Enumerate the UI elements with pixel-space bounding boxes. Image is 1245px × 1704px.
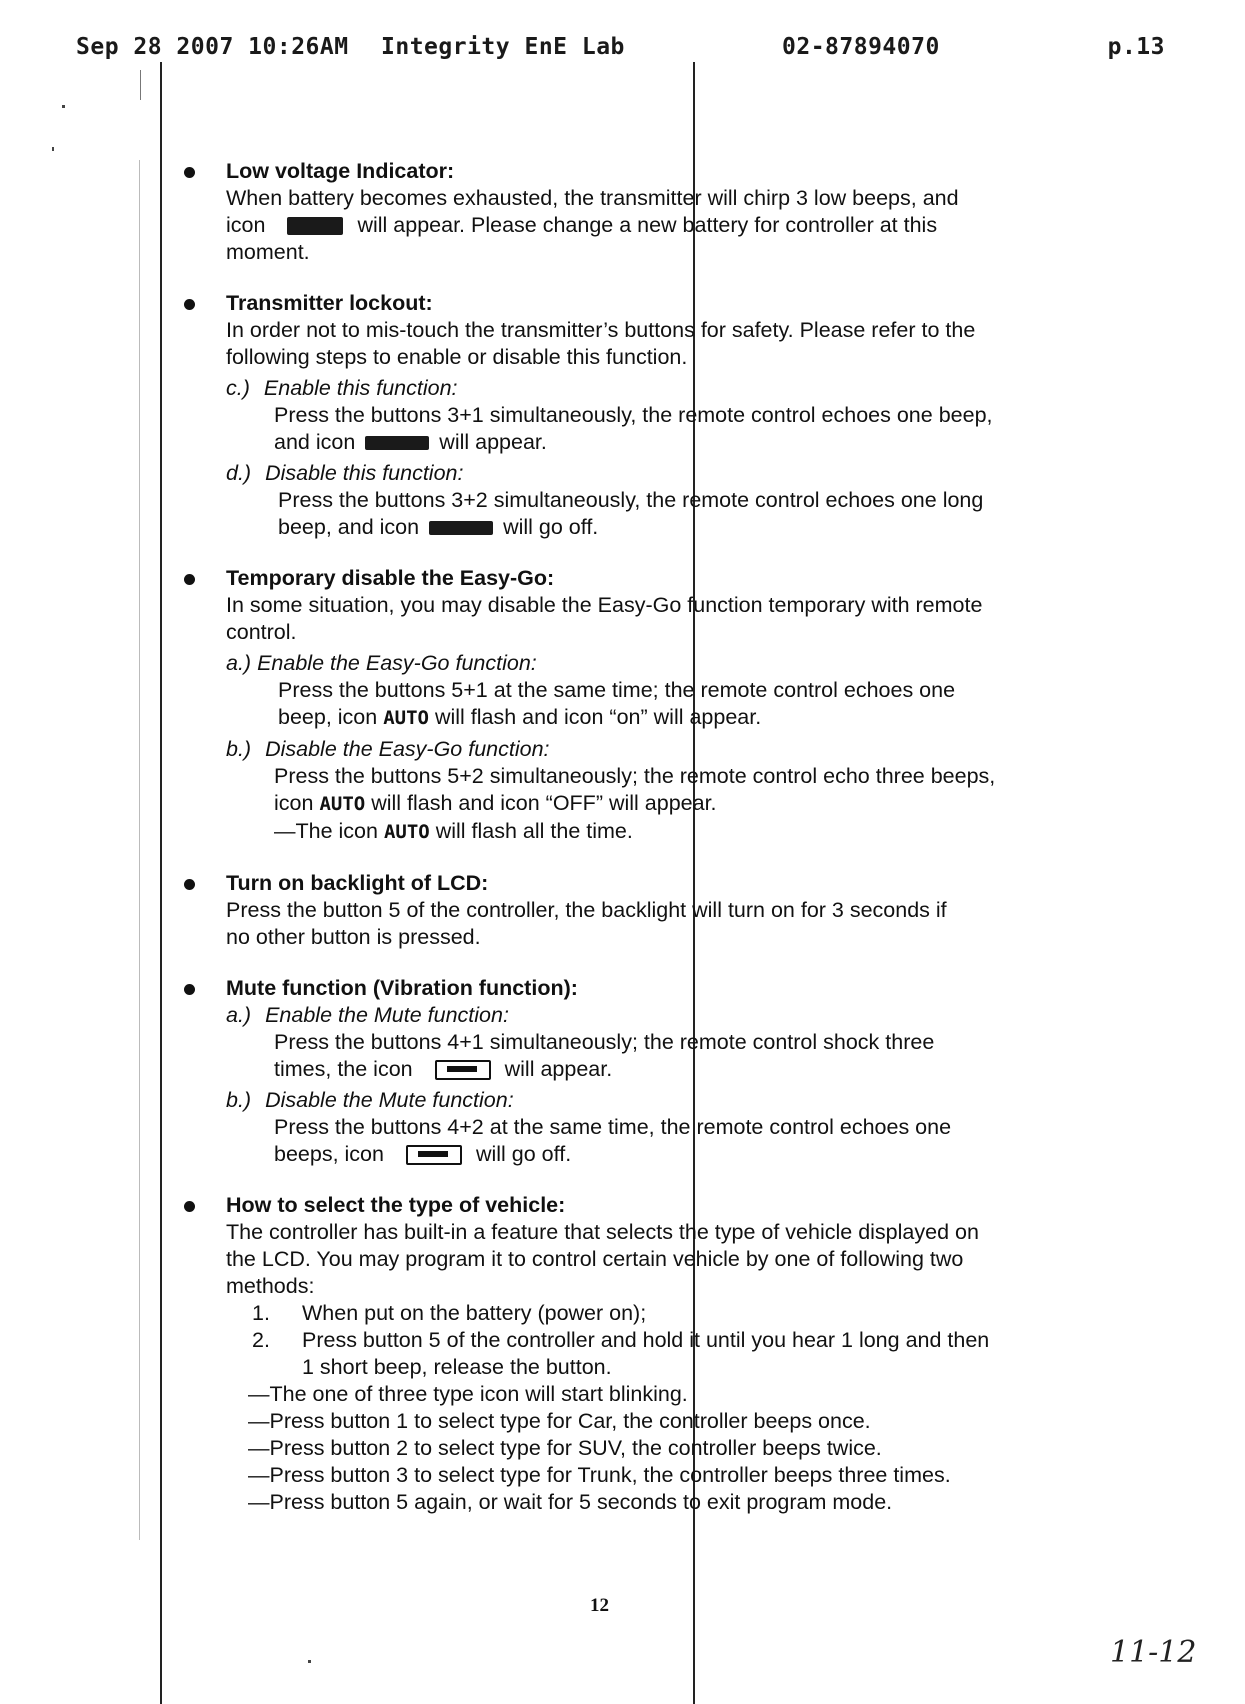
list-item — [226, 1300, 1140, 1327]
paragraph-line: The controller has built-in a feature that selects the type of vehicle displayed on — [226, 1220, 979, 1244]
text-fragment: will flash all the time. — [435, 819, 633, 843]
text-fragment: will flash and icon “OFF” will appear. — [371, 791, 717, 815]
section-heading: Temporary disable the Easy-Go: — [226, 566, 555, 590]
battery-low-icon — [287, 217, 343, 235]
mute-icon — [435, 1060, 491, 1080]
sub-line — [226, 1056, 1140, 1083]
dash-line: —The one of three type icon will start blinking. — [248, 1382, 688, 1406]
fax-page: p.13 — [1107, 34, 1165, 60]
text-fragment: icon — [226, 213, 266, 237]
section-mute — [180, 975, 1140, 1168]
section-low-voltage — [180, 158, 1140, 266]
sub-line — [226, 1141, 1140, 1168]
section-heading: Transmitter lockout: — [226, 291, 433, 315]
lock-icon — [429, 521, 493, 535]
subsection-enable-mute — [226, 1002, 1140, 1083]
section-heading: Mute function (Vibration function): — [226, 976, 578, 1000]
left-edge-dash-2 — [139, 160, 140, 1540]
text-fragment: —The icon — [274, 819, 378, 843]
paragraph-line: moment. — [226, 240, 310, 264]
paragraph-line: Press the button 5 of the controller, the backlight will turn on for 3 seconds if — [226, 898, 947, 922]
scan-speck — [62, 105, 65, 108]
sub-line — [226, 514, 1140, 541]
sub-title: Disable the Mute function: — [265, 1088, 514, 1112]
sub-heading — [226, 650, 1140, 677]
fax-header — [76, 34, 1165, 62]
bullet-icon — [184, 1201, 195, 1212]
text-fragment: will appear. — [439, 430, 547, 454]
sub-label: a.) — [226, 1003, 252, 1027]
subsection-disable-lockout — [226, 460, 1140, 541]
list-number: 1. — [252, 1301, 270, 1325]
paragraph-line: control. — [226, 620, 297, 644]
text-fragment: icon — [274, 791, 314, 815]
bullet-icon — [184, 984, 195, 995]
section-heading: Turn on backlight of LCD: — [226, 871, 489, 895]
text-fragment: will appear. Please change a new battery for controller at this — [357, 213, 938, 237]
subsection-enable-lockout — [226, 375, 1140, 456]
sub-label: a.) — [226, 651, 252, 675]
dash-line: —Press button 1 to select type for Car, the controller beeps once. — [248, 1409, 871, 1433]
page-number: 12 — [590, 1595, 609, 1616]
sub-label: b.) — [226, 737, 252, 761]
sub-title: Disable the Easy-Go function: — [265, 737, 550, 761]
handwritten-note: 11-12 — [1110, 1635, 1197, 1670]
paragraph-line — [226, 212, 1140, 239]
sub-title: Disable this function: — [265, 461, 464, 485]
subsection-disable-easy-go — [226, 736, 1140, 846]
left-edge-dash — [140, 70, 141, 100]
section-heading: Low voltage Indicator: — [226, 159, 455, 183]
text-fragment: will flash and icon “on” will appear. — [434, 705, 762, 729]
paragraph-line: the LCD. You may program it to control certain vehicle by one of following two — [226, 1247, 964, 1271]
paragraph-line: no other button is pressed. — [226, 925, 481, 949]
bullet-icon — [184, 167, 195, 178]
text-fragment: times, the icon — [274, 1057, 413, 1081]
sub-line — [226, 429, 1140, 456]
sub-title: Enable the Easy-Go function: — [257, 651, 537, 675]
text-fragment: will go off. — [475, 1142, 572, 1166]
section-vehicle-type — [180, 1192, 1140, 1516]
fax-date-time: Sep 28 2007 10:26AM — [76, 34, 349, 60]
text-fragment: beep, and icon — [278, 515, 420, 539]
bullet-icon — [184, 879, 195, 890]
section-heading: How to select the type of vehicle: — [226, 1193, 566, 1217]
paragraph-line: In some situation, you may disable the Easy-Go function temporary with remote — [226, 593, 983, 617]
section-transmitter-lockout — [180, 290, 1140, 541]
bullet-icon — [184, 299, 195, 310]
sub-label: b.) — [226, 1088, 252, 1112]
lock-icon — [365, 436, 429, 450]
list-number: 2. — [252, 1328, 270, 1352]
list-text: 1 short beep, release the button. — [302, 1355, 612, 1379]
list-item — [226, 1327, 1140, 1381]
paragraph-line: methods: — [226, 1274, 315, 1298]
sub-line: Press the buttons 4+2 at the same time, the remote control echoes one — [274, 1115, 952, 1139]
sub-line: Press the buttons 3+1 simultaneously, the remote control echoes one beep, — [274, 403, 993, 427]
paragraph-line: When battery becomes exhausted, the transmitter will chirp 3 low beeps, and — [226, 186, 959, 210]
auto-icon: AUTO — [383, 821, 430, 843]
subsection-disable-mute — [226, 1087, 1140, 1168]
sub-line — [226, 790, 1140, 818]
sub-line: Press the buttons 5+2 simultaneously; the remote control echo three beeps, — [274, 764, 996, 788]
sub-line — [226, 704, 1140, 732]
text-fragment: will go off. — [503, 515, 599, 539]
paragraph-line: following steps to enable or disable this function. — [226, 345, 688, 369]
sub-title: Enable the Mute function: — [265, 1003, 509, 1027]
text-fragment: beep, icon — [278, 705, 378, 729]
mute-icon — [406, 1145, 462, 1165]
subsection-enable-easy-go — [226, 650, 1140, 732]
auto-icon: AUTO — [319, 793, 366, 815]
list-text: When put on the battery (power on); — [302, 1301, 647, 1325]
document-body — [180, 158, 1140, 1516]
paragraph-line: In order not to mis-touch the transmitter’s buttons for safety. Please refer to the — [226, 318, 976, 342]
sub-label: d.) — [226, 461, 252, 485]
auto-icon: AUTO — [383, 707, 429, 729]
sub-line — [226, 818, 1140, 846]
dash-line: —Press button 2 to select type for SUV, the controller beeps twice. — [248, 1436, 882, 1460]
left-margin-line — [160, 62, 162, 1704]
sub-title: Enable this function: — [263, 376, 458, 400]
dash-line: —Press button 3 to select type for Trunk, the controller beeps three times. — [248, 1463, 951, 1487]
text-fragment: beeps, icon — [274, 1142, 384, 1166]
sub-line: Press the buttons 5+1 at the same time; the remote control echoes one — [278, 678, 956, 702]
fax-number: 02-87894070 — [782, 34, 940, 60]
section-easy-go — [180, 565, 1140, 846]
scan-speck — [52, 147, 54, 151]
dash-line: —Press button 5 again, or wait for 5 seconds to exit program mode. — [248, 1490, 893, 1514]
bullet-icon — [184, 574, 195, 585]
list-text: Press button 5 of the controller and hold it until you hear 1 long and then — [302, 1328, 990, 1352]
section-backlight — [180, 870, 1140, 951]
sub-label: c.) — [226, 376, 250, 400]
sub-line: Press the buttons 3+2 simultaneously, the remote control echoes one long — [278, 488, 984, 512]
sub-line: Press the buttons 4+1 simultaneously; the remote control shock three — [274, 1030, 935, 1054]
fax-organization: Integrity EnE Lab — [381, 34, 625, 60]
text-fragment: will appear. — [504, 1057, 613, 1081]
text-fragment: and icon — [274, 430, 356, 454]
scan-speck — [308, 1660, 311, 1663]
